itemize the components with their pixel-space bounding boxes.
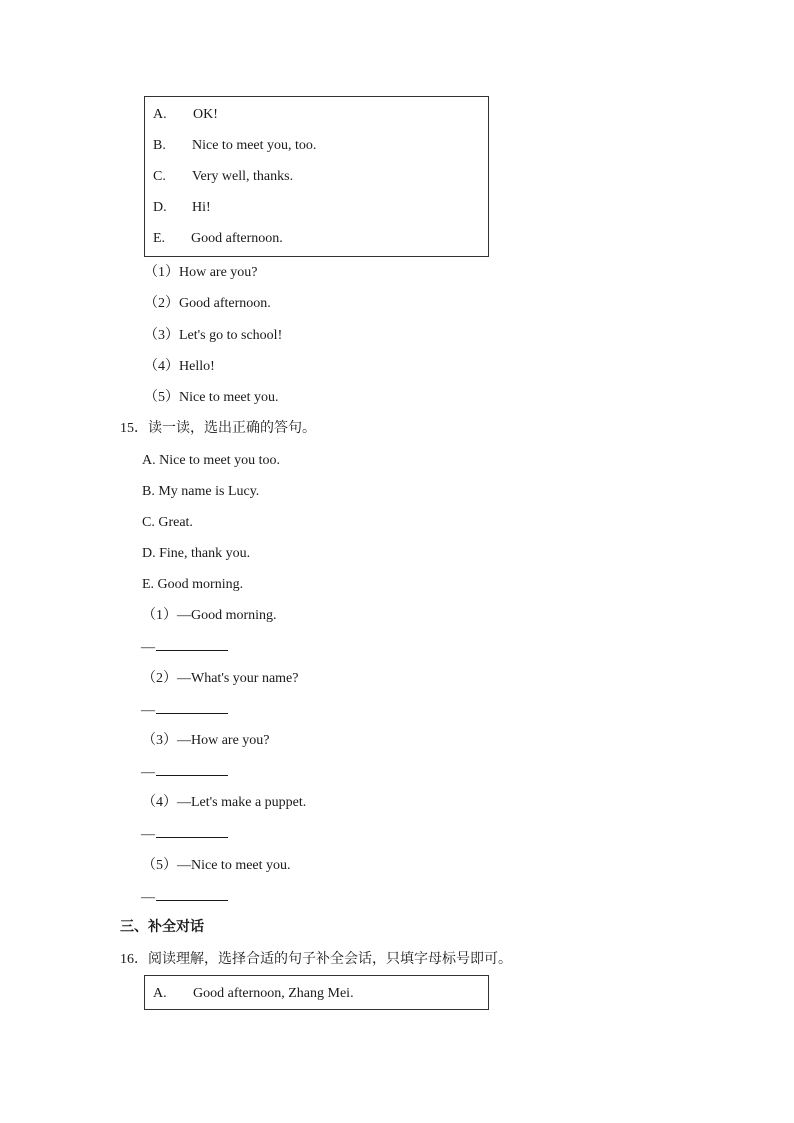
q15-item-4-answer [141, 825, 228, 844]
q15-item-3-prompt: （3）—How are you? [142, 733, 270, 748]
answer-dash: — [141, 703, 155, 718]
option-text: Good afternoon. [191, 231, 283, 246]
q14-item-1: （1）How are you? [144, 265, 258, 280]
q15-title: 15．读一读，选出正确的答句。 [120, 421, 316, 436]
q15-option-c: C. Great. [142, 515, 193, 530]
q15-option-a: A. Nice to meet you too. [142, 453, 281, 468]
answer-dash: — [141, 765, 155, 780]
q14-item-2: （2）Good afternoon. [144, 296, 271, 311]
option-text: OK! [193, 107, 218, 122]
option-text: Good afternoon, Zhang Mei. [193, 986, 354, 1001]
option-text: Hi! [192, 200, 211, 215]
option-letter: C. [153, 169, 166, 184]
q15-item-2-answer [141, 701, 228, 720]
q15-item-4-prompt: （4）—Let's make a puppet. [142, 795, 307, 810]
option-letter: A. [153, 107, 167, 122]
answer-blank[interactable] [156, 638, 228, 651]
option-letter: B. [153, 138, 166, 153]
q14-item-4: （4）Hello! [144, 359, 215, 374]
answer-blank[interactable] [156, 888, 228, 901]
q15-item-5-answer [141, 888, 228, 907]
q14-item-5: （5）Nice to meet you. [144, 390, 279, 405]
q15-option-b: B. My name is Lucy. [142, 484, 260, 499]
q15-item-5-prompt: （5）—Nice to meet you. [142, 858, 291, 873]
answer-blank[interactable] [156, 701, 228, 714]
q16-title: 16．阅读理解，选择合适的句子补全会话，只填字母标号即可。 [120, 952, 512, 967]
answer-blank[interactable] [156, 825, 228, 838]
q15-item-1-prompt: （1）—Good morning. [142, 608, 277, 623]
q15-item-3-answer [141, 763, 228, 782]
answer-dash: — [141, 827, 155, 842]
q15-option-e: E. Good morning. [142, 577, 244, 592]
q15-item-2-prompt: （2）—What's your name? [142, 671, 299, 686]
option-text: Nice to meet you, too. [192, 138, 317, 153]
option-letter: A. [153, 986, 167, 1001]
option-letter: D. [153, 200, 167, 215]
q15-item-1-answer [141, 638, 228, 657]
section-heading: 三、补全对话 [120, 920, 204, 935]
option-letter: E. [153, 231, 166, 246]
q14-item-3: （3）Let's go to school! [144, 328, 283, 343]
q15-option-d: D. Fine, thank you. [142, 546, 251, 561]
answer-dash: — [141, 640, 155, 655]
option-text: Very well, thanks. [192, 169, 294, 184]
answer-blank[interactable] [156, 763, 228, 776]
answer-dash: — [141, 890, 155, 905]
